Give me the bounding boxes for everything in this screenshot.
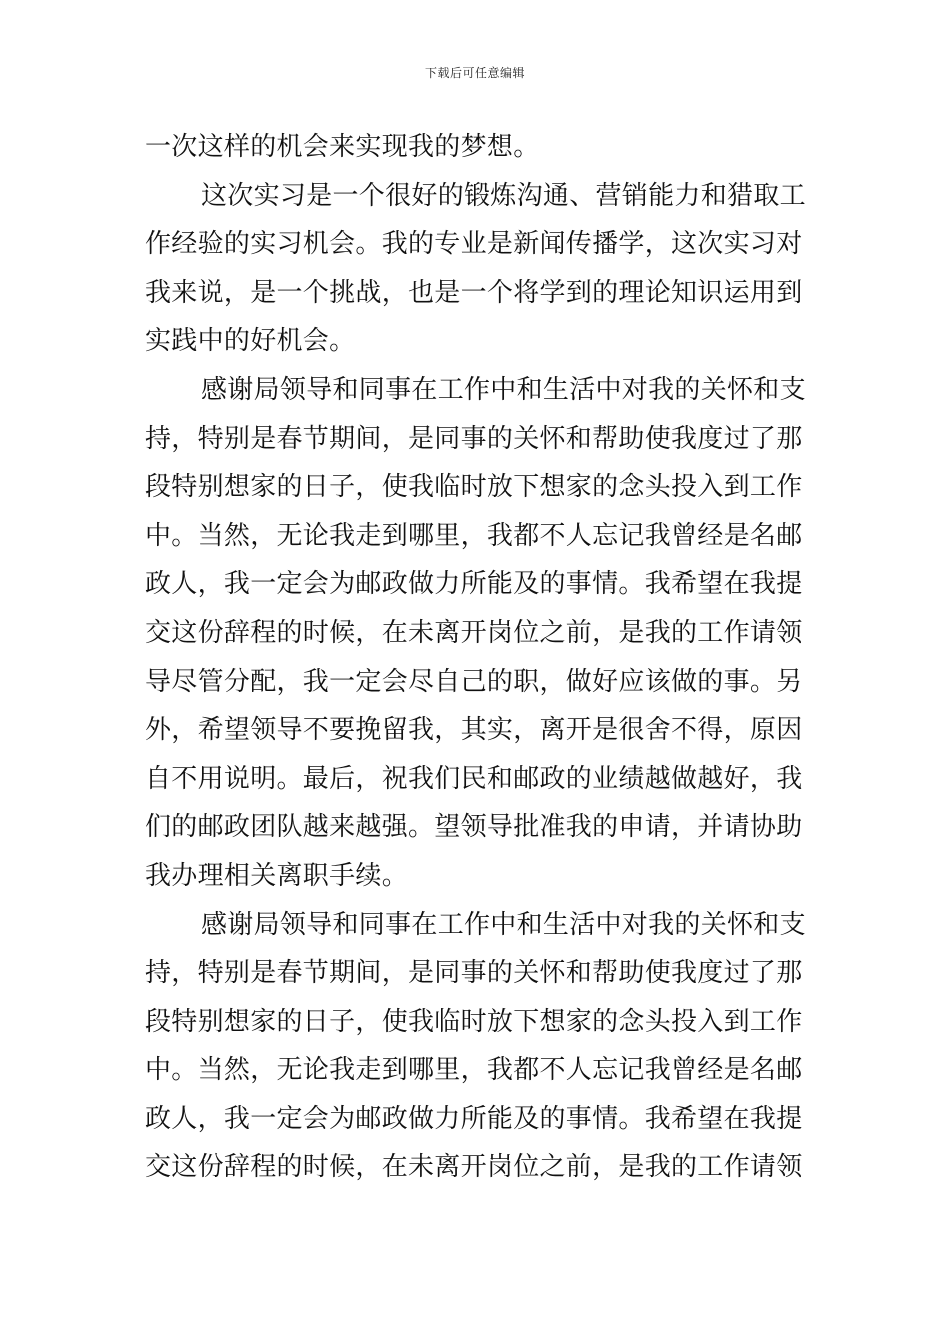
text-line: 段特别想家的日子，使我临时放下想家的念头投入到工作 <box>145 472 803 503</box>
text-line: 中。当然，无论我走到哪里，我都不人忘记我曾经是名邮 <box>145 520 803 551</box>
text-line: 持，特别是春节期间，是同事的关怀和帮助使我度过了那 <box>145 958 803 989</box>
text-line: 我办理相关离职手续。 <box>145 860 409 891</box>
text-line: 外，希望领导不要挽留我，其实，离开是很舍不得，原因 <box>145 715 803 746</box>
text-line: 这次实习是一个很好的锻炼沟通、营销能力和猎取工 <box>201 180 806 211</box>
text-line: 交这份辞程的时候，在未离开岗位之前，是我的工作请领 <box>145 617 803 648</box>
text-line: 我来说，是一个挑战，也是一个将学到的理论知识运用到 <box>145 277 803 308</box>
text-line: 中。当然，无论我走到哪里，我都不人忘记我曾经是名邮 <box>145 1055 803 1086</box>
text-line: 实践中的好机会。 <box>145 326 356 357</box>
text-line: 作经验的实习机会。我的专业是新闻传播学，这次实习对 <box>145 229 803 260</box>
text-line: 导尽管分配，我一定会尽自己的职，做好应该做的事。另 <box>145 666 803 697</box>
text-line: 们的邮政团队越来越强。望领导批准我的申请，并请协助 <box>145 812 803 843</box>
text-line: 段特别想家的日子，使我临时放下想家的念头投入到工作 <box>145 1006 803 1037</box>
text-line: 感谢局领导和同事在工作中和生活中对我的关怀和支 <box>201 909 806 940</box>
text-line: 感谢局领导和同事在工作中和生活中对我的关怀和支 <box>201 374 806 405</box>
text-line: 自不用说明。最后，祝我们民和邮政的业绩越做越好，我 <box>145 763 803 794</box>
text-line: 持，特别是春节期间，是同事的关怀和帮助使我度过了那 <box>145 423 803 454</box>
text-line: 交这份辞程的时候，在未离开岗位之前，是我的工作请领 <box>145 1152 803 1183</box>
text-line: 政人，我一定会为邮政做力所能及的事情。我希望在我提 <box>145 1103 803 1134</box>
document-body <box>145 123 815 1192</box>
text-line: 一次这样的机会来实现我的梦想。 <box>145 132 540 162</box>
page-header-note: 下载后可任意编辑 <box>424 66 525 80</box>
text-line: 政人，我一定会为邮政做力所能及的事情。我希望在我提 <box>145 569 803 600</box>
